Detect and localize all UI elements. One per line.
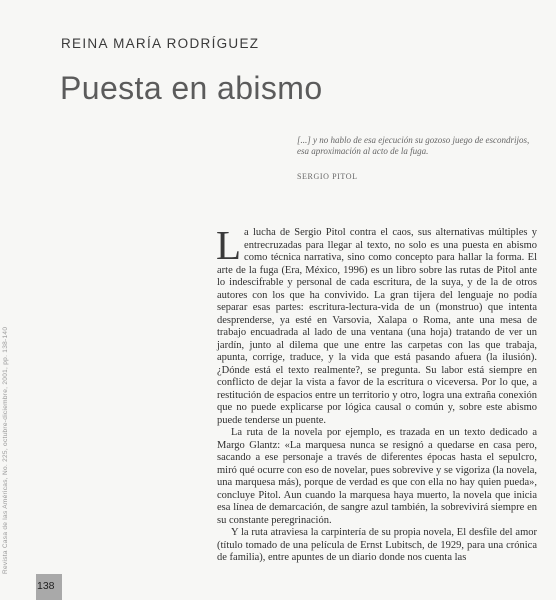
article-body: [216, 222, 537, 565]
author-name: REINA MARÍA RODRÍGUEZ: [61, 36, 260, 51]
side-note: Revista Casa de las Américas, No. 225, octubre-diciembre, 2001, pp. 138-140: [2, 326, 9, 574]
epigraph-author: SERGIO PITOL: [297, 172, 358, 181]
body-paragraph: Y la ruta atraviesa la carpintería de su propia novela, El desfile del amor (título tomado de una película de Ernst Lubitsch, de 1929, para una crónica de familia), entre apuntes de un diario donde nos cuenta las: [217, 527, 537, 563]
article-title: Puesta en abismo: [60, 70, 323, 106]
paragraph-text: a lucha de Sergio Pitol contra el caos, sus alternativas múltiples y entrecruzadas para llegar al texto, no solo es una puesta en abismo como técnica narrativa, sino como concepto para hallar la forma. El arte de la fuga (Era, México, 1996) es un libro sobre las rutas de Pitol ante lo indescifrable y personal de cada escritura, de la suya, y de la de otros autores con los que ha convivido. La gran tijera del lenguaje no podía separar esas partes: escritura-lectura-vida de un (monstruo) que intenta desprenderse, ya esté en Varsovia, Xalapa o Roma, ante una mesa de trabajo encuadrada al lado de una ventana (una hoja) tratando de ver un jardín, junto al dilema que une entre las carpetas con las que trabaja, apunta, corrige, traduce, y la vida que está pasando afuera (la ilusión). ¿Dónde está el texto realmente?, se pregunta. Su labor está siempre en conflicto de dejar la vista a favor de la escritura o viceversa. Por lo que, a restitución de espacios entre un territorio y otro, logra una extraña conexión que no puede explicarse por lógica causal o común y, sobre este abismo puede tenderse un puente.: [217, 227, 537, 426]
page-number: 138: [37, 580, 55, 592]
body-paragraph: La ruta de la novela por ejemplo, es trazada en un texto dedicado a Margo Glantz: «La marquesa nunca se resignó a quedarse en casa pero, sacando a ese personaje a través de diferentes épocas hasta el sepulcro, miró qué ocurre con eso de novelar, pues sobrevive y se vigoriza (la novela, una marquesa más), porque de verdad es que con ella no hay quien pueda», concluye Pitol. Aun cuando la marquesa haya muerto, la novela que inicia esa línea de demarcación, de sangre azul también, la sobrevivirá siempre en su constante peregrinación.: [217, 427, 537, 526]
drop-cap: L: [216, 222, 242, 268]
body-paragraph: [216, 222, 537, 427]
epigraph-text: [...] y no hablo de esa ejecución su gozoso juego de escondrijos, esa aproximación al acto de la fuga.: [297, 135, 530, 156]
